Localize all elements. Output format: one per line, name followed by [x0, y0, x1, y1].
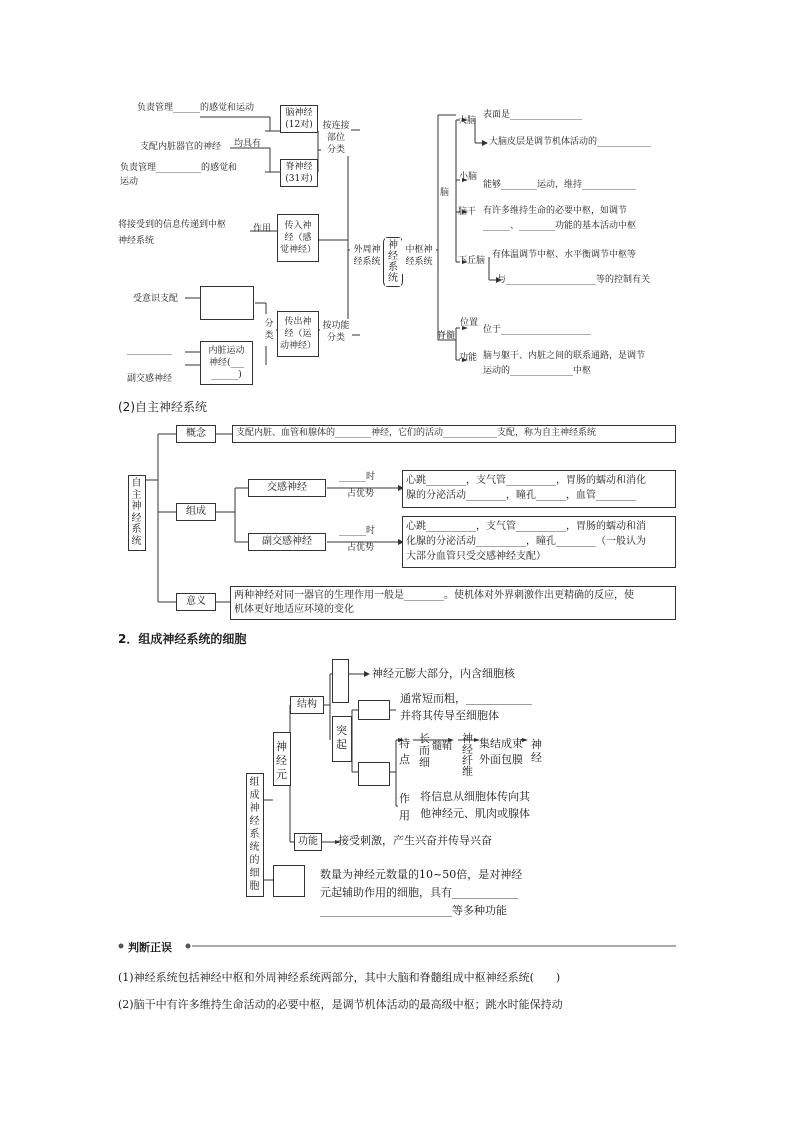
brainstem-text-1: 有许多维持生命的必要中枢，如调节 — [483, 206, 628, 216]
cerebellum-text: 能够________运动，维持____________ — [483, 180, 637, 190]
function-text: 接受刺激，产生兴奋并传导兴奋 — [338, 834, 492, 847]
hypothalamus-text-1: 有体温调节中枢、水平衡调节中枢等 — [492, 250, 637, 260]
usage-text-1: 将信息从细胞体传向其 — [420, 790, 530, 803]
peripheral-label: 外周神 经系统 — [350, 238, 384, 274]
brain-label: 脑 — [440, 188, 450, 198]
section-2-title: (2)自主神经系统 — [118, 400, 207, 414]
cranial-nerve-box: 脑神经 (12对) — [280, 105, 318, 133]
composition-box: 组成 — [176, 503, 216, 521]
cerebellum-label: 小脑 — [459, 172, 478, 182]
function-box: 功能 — [294, 833, 322, 851]
glia-text-3: ________________________等多种功能 — [320, 904, 507, 917]
significance-box: 意义 — [176, 593, 216, 611]
dendrite-blank-box — [358, 700, 390, 720]
cell-body-blank-box — [332, 659, 349, 703]
cells-root-label: 组 成 神 经 系 统 的 细 胞 — [249, 777, 260, 892]
bundle-text-2: 外面包膜 — [479, 753, 523, 766]
autonomic-nerve-text: 支配内脏器官的神经 — [140, 142, 222, 152]
spinal-manage-text: 负责管理__________的感觉和 — [120, 163, 238, 173]
position-text: 位于____________________ — [483, 325, 592, 335]
cerebrum-text-1: 表面是________________ — [483, 110, 583, 120]
cerebrum-label: 大脑 — [458, 116, 477, 126]
blank-box-somatic — [200, 286, 254, 320]
glia-blank-box — [273, 865, 305, 897]
nerve-fiber-label: 神 经 纤 维 — [462, 732, 473, 778]
afferent-box: 传入神 经（感 觉神经） — [277, 214, 319, 262]
parasympathetic-text: 副交感神经 — [127, 374, 173, 384]
brainstem-label: 脑干 — [458, 207, 477, 217]
judge-item-2: (2)脑干中有许多维持生命活动的必要中枢，是调节机体活动的最高级中枢；跳水时能保持动 — [118, 998, 563, 1011]
transmit-text-2: 神经系统 — [118, 236, 155, 246]
glia-text-2: 元起辅助作用的细胞，具有____________ — [320, 886, 518, 899]
sympathetic-text: 心跳________，支气管__________，胃肠的蠕动和消化 腺的分泌活动________，瞳孔______，血管________ — [406, 475, 646, 501]
autonomic-root-label: 自 主 神 经 系 统 — [131, 478, 142, 547]
nervous-system-label: 神 经 系 统 — [385, 238, 401, 286]
by-function-label: 按功能 分类 — [320, 319, 352, 345]
function-text-1: 脑与躯干、内脏之间的联系通路，是调节 — [483, 351, 646, 361]
concept-text: 支配内脏、血管和腺体的________神经，它们的活动____________支配，称为自主神经系统 — [236, 428, 597, 438]
both-have-text: 均具有 — [234, 139, 262, 149]
blank-line-sympathetic: __________ — [127, 345, 172, 355]
voluntary-text: 受意识支配 — [133, 294, 179, 304]
neuron-label: 神 经 元 — [276, 740, 287, 781]
brainstem-text-2: ______、________功能的基本活动中枢 — [483, 221, 637, 231]
long-thin-label: 长 而 细 — [419, 732, 430, 769]
cell-body-text: 神经元膨大部分，内含细胞核 — [372, 667, 515, 680]
sympathetic-dominant: 占优势 — [347, 489, 375, 499]
spinal-manage-text-2: 运动 — [120, 177, 139, 187]
cerebrum-text-2: 大脑皮层是调节机体活动的____________ — [489, 137, 652, 147]
spinal-nerve-box: 脊神经 (31对) — [280, 159, 318, 187]
dendrite-text-1: 通常短而粗，____________ — [400, 692, 532, 705]
function-label: 功能 — [459, 353, 478, 363]
sympathetic-box: 交感神经 — [248, 479, 326, 497]
parasympathetic-text: 心跳__________，支气管__________，胃肠的蠕动和消 化腺的分泌活动__________，瞳孔________（一般认为 大部分血管只受交感神经支配） — [406, 521, 646, 562]
visceral-motor-box: 内脏运动 神经(___ ______) — [200, 341, 253, 385]
position-label: 位置 — [460, 318, 479, 328]
concept-box: 概念 — [176, 425, 216, 443]
usage-text-2: 他神经元、肌肉或腺体 — [420, 807, 530, 820]
parasympathetic-box: 副交感神经 — [248, 533, 326, 551]
function-text-2: 运动的______________中枢 — [483, 366, 592, 376]
feature-label: 特 点 — [399, 737, 410, 766]
myelin-label: 髓鞘 — [432, 741, 452, 752]
structure-box: 结构 — [290, 696, 324, 714]
transmit-text: 将接受到的信息传递到中枢 — [118, 220, 227, 230]
nerve-label: 神 经 — [531, 738, 542, 764]
efferent-box: 传出神 经（运 动神经） — [277, 311, 319, 357]
spinal-cord-label: 脊髓 — [437, 331, 456, 341]
hypothalamus-text-2: 与____________________等的控制有关 — [497, 275, 651, 285]
parasympathetic-time: ______时 — [339, 526, 376, 536]
significance-text: 两种神经对同一器官的生理作用一般是________。使机体对外界刺激作出更精确的反应，使 机体更好地适应环境的变化 — [234, 590, 634, 615]
hypothalamus-label: 下丘脑 — [458, 256, 486, 266]
role-label: 作用 — [253, 224, 272, 234]
classify-label: 分 类 — [262, 314, 276, 346]
dendrite-text-2: 并将其传导至细胞体 — [400, 709, 499, 722]
section-3-title: 2．组成神经系统的细胞 — [118, 632, 247, 646]
axon-blank-box — [358, 762, 390, 786]
somatic-manage-text: 负责管理______的感觉和运动 — [137, 103, 255, 113]
sympathetic-time: ______时 — [339, 472, 376, 482]
judge-item-1: (1)神经系统包括神经中枢和外周神经系统两部分，其中大脑和脊髓组成中枢神经系统( ) — [118, 971, 561, 984]
glia-text-1: 数量为神经元数量的10~50倍，是对神经 — [320, 868, 523, 881]
bundle-text-1: 集结成束 — [479, 737, 523, 750]
judge-label: 判断正误 — [128, 941, 172, 954]
usage-label: 作 用 — [399, 792, 410, 822]
by-connection-label: 按连接 部位 分类 — [322, 121, 350, 155]
process-label: 突 起 — [336, 724, 347, 751]
central-label: 中枢神 经系统 — [402, 238, 436, 274]
parasympathetic-dominant: 占优势 — [347, 543, 375, 553]
